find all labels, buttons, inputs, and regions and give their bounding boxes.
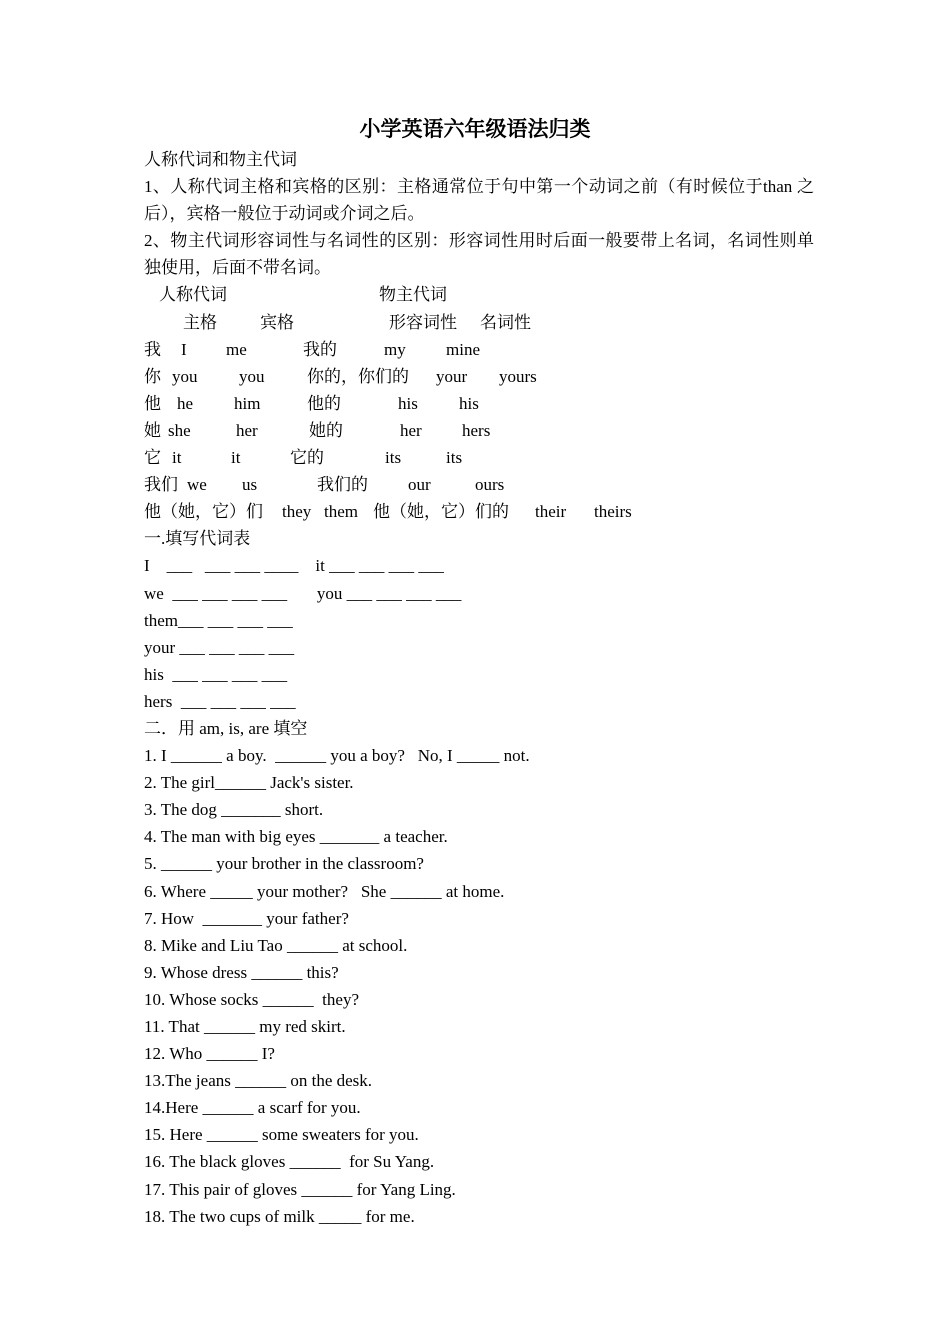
pronoun-adj: our — [408, 475, 431, 495]
pronoun-poss-cn: 我们的 — [317, 475, 368, 495]
exercise-item: 9. Whose dress ______ this? — [144, 962, 339, 982]
pronoun-adj: his — [398, 393, 418, 413]
exercise-item: 7. How _______ your father? — [144, 908, 349, 928]
exercise-2-items — [144, 742, 814, 1230]
fill-in-line: your ___ ___ ___ ___ — [144, 637, 295, 657]
pronoun-cn: 我们 — [144, 475, 178, 495]
rule-1: 1、人称代词主格和宾格的区别：主格通常位于句中第一个动词之前（有时候位于than 之后），宾格一般位于动词或介词之后。 — [144, 177, 814, 224]
pronoun-table — [144, 336, 814, 526]
pronoun-cn: 你 — [144, 366, 161, 386]
pronoun-poss-cn: 他的 — [307, 393, 341, 413]
pronoun-poss-cn: 你的，你们的 — [307, 366, 409, 386]
fill-in-line: hers ___ ___ ___ ___ — [144, 691, 296, 711]
pronoun-subject: we — [187, 475, 207, 495]
pronoun-cn: 她 — [144, 420, 161, 440]
pronoun-subject: they — [282, 502, 312, 522]
pronoun-subject: you — [172, 366, 198, 386]
pronoun-row — [144, 417, 814, 444]
header-personal: 人称代词 — [159, 285, 227, 305]
pronoun-object: them — [324, 502, 358, 522]
pronoun-subject: she — [168, 420, 191, 440]
pronoun-object: us — [242, 475, 258, 495]
header-subject: 主格 — [183, 312, 217, 332]
exercise-item: 5. ______ your brother in the classroom? — [144, 854, 424, 874]
exercise-2-heading: 二．用 am, is, are 填空 — [144, 718, 308, 738]
exercise-item: 18. The two cups of milk _____ for me. — [144, 1206, 415, 1226]
pronoun-object: him — [234, 393, 261, 413]
pronoun-adj: my — [384, 339, 406, 359]
pronoun-poss-cn: 我的 — [303, 339, 337, 359]
pronoun-object: it — [231, 448, 241, 468]
pronoun-row — [144, 390, 814, 417]
pronoun-noun: its — [446, 448, 463, 468]
header-adjective: 形容词性 — [389, 312, 457, 332]
pronoun-adj: her — [400, 420, 422, 440]
pronoun-row — [144, 336, 814, 363]
pronoun-object: me — [226, 339, 247, 359]
pronoun-object: you — [239, 366, 265, 386]
exercise-item: 2. The girl______ Jack's sister. — [144, 773, 354, 793]
document-page — [144, 112, 814, 1230]
header-noun: 名词性 — [480, 312, 531, 332]
pronoun-adj: their — [535, 502, 567, 522]
pronoun-cn: 他 — [144, 393, 161, 413]
pronoun-row — [144, 363, 814, 390]
pronoun-adj: its — [385, 448, 402, 468]
fill-in-line: them___ ___ ___ ___ — [144, 610, 293, 630]
pronoun-poss-cn: 他（她，它）们的 — [373, 502, 509, 522]
pronoun-noun: yours — [499, 366, 537, 386]
table-header-1 — [144, 281, 814, 308]
pronoun-noun: theirs — [594, 502, 632, 522]
pronoun-row — [144, 498, 814, 525]
section-heading: 人称代词和物主代词 — [144, 150, 297, 169]
pronoun-subject: he — [177, 393, 194, 413]
pronoun-poss-cn: 她的 — [309, 420, 343, 440]
pronoun-subject: I — [181, 339, 187, 359]
pronoun-cn: 它 — [144, 448, 161, 468]
exercise-item: 14.Here ______ a scarf for you. — [144, 1098, 361, 1118]
exercise-item: 17. This pair of gloves ______ for Yang Ling. — [144, 1179, 456, 1199]
exercise-item: 3. The dog _______ short. — [144, 800, 324, 820]
exercise-item: 8. Mike and Liu Tao ______ at school. — [144, 935, 408, 955]
exercise-item: 11. That ______ my red skirt. — [144, 1017, 346, 1036]
fill-in-line: his ___ ___ ___ ___ — [144, 664, 288, 684]
rule-2: 2、物主代词形容词性与名词性的区别：形容词性用时后面一般要带上名词，名词性则单独使用，后面不带名词。 — [144, 231, 814, 278]
exercise-1-heading: 一.填写代词表 — [144, 529, 251, 549]
pronoun-adj: your — [436, 366, 468, 386]
exercise-item: 10. Whose socks ______ they? — [144, 989, 359, 1009]
exercise-1-lines — [144, 552, 814, 715]
pronoun-noun: mine — [446, 339, 480, 359]
header-possessive: 物主代词 — [379, 285, 447, 305]
pronoun-subject: it — [172, 448, 182, 468]
pronoun-object: her — [236, 420, 258, 440]
pronoun-noun: hers — [462, 420, 491, 440]
exercise-item: 4. The man with big eyes _______ a teacher. — [144, 827, 448, 847]
fill-in-line: we ___ ___ ___ ___ you ___ ___ ___ ___ — [144, 583, 462, 603]
pronoun-cn: 他（她，它）们 — [144, 502, 263, 522]
exercise-item: 15. Here ______ some sweaters for you. — [144, 1125, 419, 1145]
pronoun-poss-cn: 它的 — [290, 448, 324, 468]
exercise-item: 16. The black gloves ______ for Su Yang. — [144, 1152, 435, 1172]
fill-in-line: I ___ ___ ___ ____ it ___ ___ ___ ___ — [144, 556, 444, 576]
header-object: 宾格 — [260, 312, 294, 332]
pronoun-noun: his — [459, 393, 479, 413]
pronoun-row — [144, 444, 814, 471]
exercise-item: 6. Where _____ your mother? She ______ at home. — [144, 881, 505, 901]
exercise-item: 1. I ______ a boy. ______ you a boy? No, I _____ not. — [144, 746, 530, 766]
pronoun-noun: ours — [475, 475, 505, 495]
table-header-2 — [144, 309, 814, 336]
document-title: 小学英语六年级语法归类 — [359, 117, 591, 141]
pronoun-cn: 我 — [144, 339, 161, 359]
pronoun-row — [144, 471, 814, 498]
exercise-item: 13.The jeans ______ on the desk. — [144, 1071, 373, 1091]
exercise-item: 12. Who ______ I? — [144, 1044, 275, 1064]
